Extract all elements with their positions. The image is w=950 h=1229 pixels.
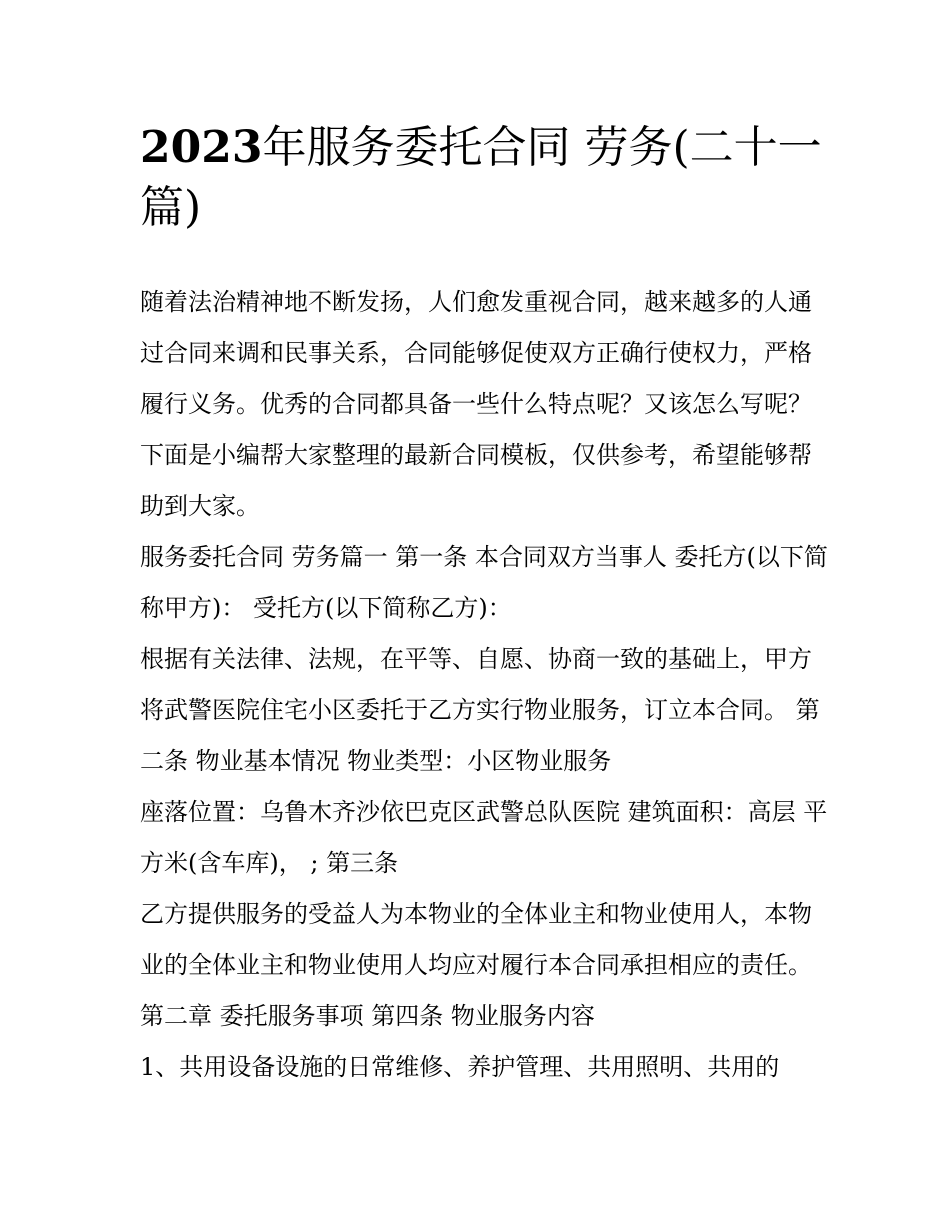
title-text: 年服务委托合同 劳务(二十一篇) (140, 122, 822, 233)
document-body (140, 277, 830, 1093)
title-year: 2023 (140, 122, 263, 173)
article-one-paragraph: 服务委托合同 劳务篇一 第一条 本合同双方当事人 委托方(以下简称甲方)： 受托方(以下简称乙方)： (140, 543, 828, 622)
service-item-paragraph: 1、共用设备设施的日常维修、养护管理、共用照明、共用的 (140, 1053, 780, 1081)
article-two-paragraph: 根据有关法律、法规，在平等、自愿、协商一致的基础上，甲方将武警医院住宅小区委托于乙方实行物业服务，订立本合同。 第二条 物业基本情况 物业类型：小区物业服务 (140, 645, 820, 775)
document-title (140, 118, 830, 238)
article-three-paragraph: 乙方提供服务的受益人为本物业的全体业主和物业使用人，本物业的全体业主和物业使用人均应对履行本合同承担相应的责任。 第二章 委托服务事项 第四条 物业服务内容 (140, 900, 812, 1030)
location-paragraph: 座落位置：乌鲁木齐沙依巴克区武警总队医院 建筑面积：高层 平方米(含车库)， ; 第三条 (140, 798, 828, 877)
intro-paragraph: 随着法治精神地不断发扬，人们愈发重视合同，越来越多的人通过合同来调和民事关系，合同能够促使双方正确行使权力，严格履行义务。优秀的合同都具备一些什么特点呢？又该怎么写呢？下面是小编帮大家整理的最新合同模板，仅供参考，希望能够帮助到大家。 (140, 288, 812, 520)
